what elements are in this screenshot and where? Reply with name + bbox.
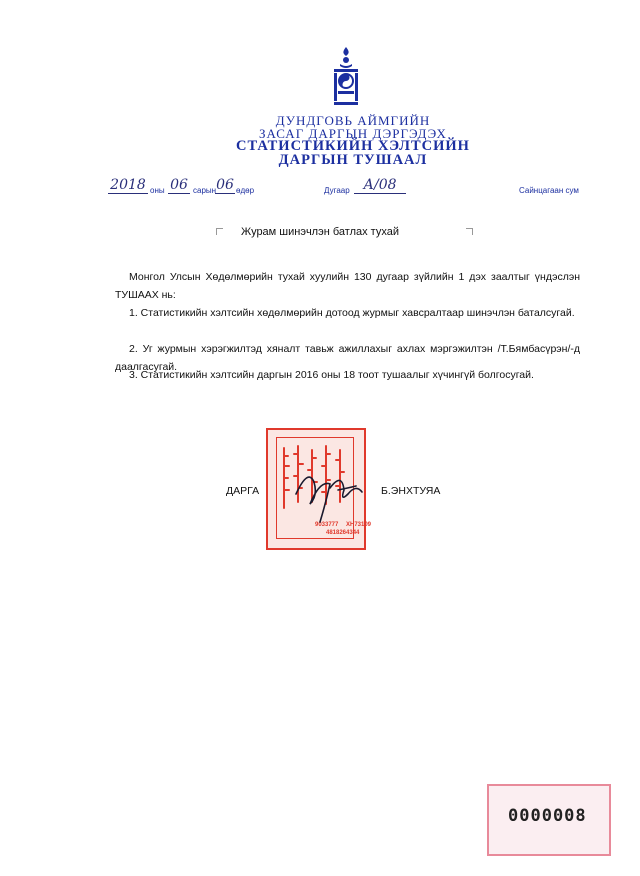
header-office: ЗАСАГ ДАРГЫН ДЭРГЭДЭХ bbox=[259, 126, 447, 141]
date-day: 06 bbox=[216, 177, 234, 193]
date-year-label: оны bbox=[150, 186, 165, 195]
header-aimag: ДУНДГОВЬ АЙМГИЙН bbox=[275, 113, 431, 128]
date-day-label: өдөр bbox=[236, 186, 255, 195]
handwritten-signature bbox=[290, 462, 370, 532]
stamp-code-1: 9033777 bbox=[315, 522, 339, 528]
corner-mark-right bbox=[466, 228, 473, 235]
header-department: СТАТИСТИКИЙН ХЭЛТСИЙН bbox=[236, 138, 470, 154]
document-subject: Журам шинэчлэн батлах тухай bbox=[241, 226, 399, 238]
date-year: 2018 bbox=[108, 176, 148, 194]
body-intro: Монгол Улсын Хөдөлмөрийн тухай хуулийн 130 дугаар зүйлийн 1 дэх заалтыг үндэслэн ТУШААХ нь: bbox=[115, 271, 580, 301]
document-number: А/08 bbox=[354, 176, 406, 194]
body-item-2: 2. Уг журмын хэрэгжилтэд хяналт тавьж ажиллахыг ахлах мэргэжилтэн /Т.Бямбасүрэн/-д даалгасугай. bbox=[115, 343, 580, 373]
header-document-type: ДАРГЫН ТУШААЛ bbox=[278, 152, 428, 168]
body-item-1: 1. Статистикийн хэлтсийн хөдөлмөрийн дотоод журмыг хавсралтаар шинэчлэн баталсугай. bbox=[129, 307, 575, 319]
stamp-code-3: 4818264344 bbox=[326, 530, 360, 536]
registration-number: 0000008 bbox=[508, 806, 587, 826]
date-month: 06 bbox=[168, 176, 190, 194]
soyombo-emblem-icon bbox=[330, 45, 362, 107]
place: Сайнцагаан сум bbox=[519, 186, 579, 195]
signatory-name: Б.ЭНХТУЯА bbox=[381, 485, 441, 497]
stamp-code-2: ХН73109 bbox=[346, 522, 372, 528]
body-item-3: 3. Статистикийн хэлтсийн даргын 2016 оны 18 тоот тушаалыг хүчингүй болгосугай. bbox=[129, 369, 534, 381]
signatory-title: ДАРГА bbox=[226, 485, 260, 497]
number-label: Дугаар bbox=[324, 186, 350, 195]
date-month-label: сарын bbox=[193, 186, 217, 195]
